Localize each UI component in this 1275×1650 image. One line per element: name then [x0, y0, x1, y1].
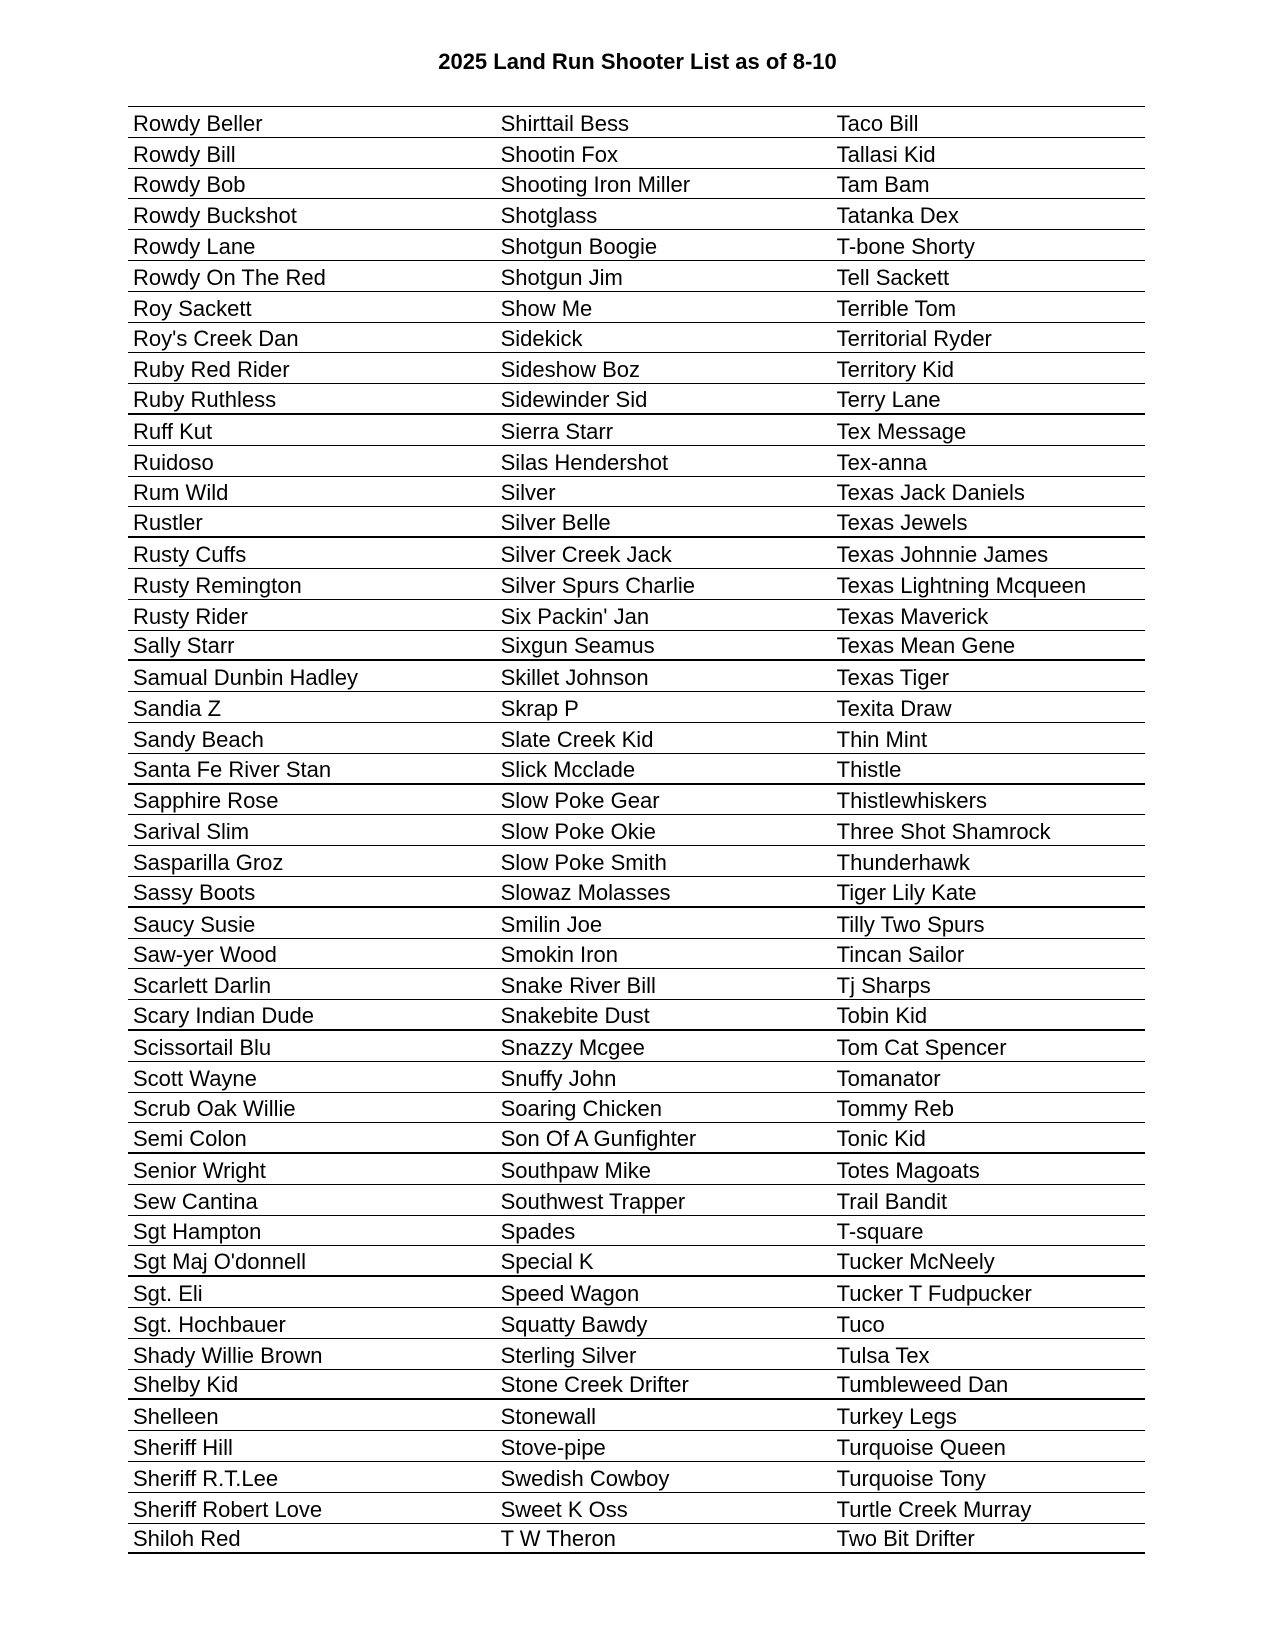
shooter-name-cell: Turquoise Tony: [836, 1466, 986, 1491]
shooter-name-cell: Slow Poke Smith: [500, 850, 667, 875]
shooter-name-cell: Scott Wayne: [133, 1066, 257, 1091]
table-row: [128, 169, 1145, 200]
shooter-name-cell: Tomanator: [836, 1066, 941, 1091]
shooter-name-cell: Texas Lightning Mcqueen: [836, 573, 1087, 598]
shooter-name-cell: Tam Bam: [836, 173, 930, 198]
shooter-name-cell: Tincan Sailor: [836, 943, 965, 968]
shooter-name-cell: Shiloh Red: [133, 1527, 241, 1552]
shooter-name-cell: Sterling Silver: [500, 1343, 637, 1368]
shooter-name-cell: Ruidoso: [133, 450, 214, 475]
table-row: [128, 384, 1145, 415]
table-row: [128, 631, 1145, 662]
shooter-name-cell: Sally Starr: [133, 634, 235, 659]
shooter-name-cell: Tonic Kid: [836, 1127, 926, 1152]
shooter-name-cell: Sarival Slim: [133, 820, 250, 845]
table-row: [128, 1339, 1145, 1370]
table-row: [128, 446, 1145, 477]
shooter-name-cell: Texas Maverick: [836, 604, 989, 629]
table-row: [128, 1524, 1145, 1555]
shooter-name-cell: Special K: [500, 1250, 594, 1275]
shooter-name-cell: Slow Poke Gear: [500, 789, 660, 814]
shooter-name-cell: Silas Hendershot: [500, 450, 669, 475]
table-row: [128, 939, 1145, 970]
shooter-name-cell: Totes Magoats: [836, 1158, 980, 1183]
shooter-name-cell: Sgt. Eli: [133, 1282, 203, 1307]
table-row: [128, 692, 1145, 723]
table-row: [128, 600, 1145, 631]
table-row: [128, 107, 1145, 138]
table-row: [128, 1031, 1145, 1062]
table-row: [128, 1462, 1145, 1493]
shooter-name-cell: Santa Fe River Stan: [133, 757, 332, 782]
shooter-name-cell: Smokin Iron: [500, 943, 618, 968]
shooter-name-cell: Swedish Cowboy: [500, 1466, 670, 1491]
shooter-name-cell: Slow Poke Okie: [500, 820, 656, 845]
table-row: [128, 785, 1145, 816]
shooter-name-cell: Slick Mcclade: [500, 757, 636, 782]
shooter-name-cell: Territorial Ryder: [836, 327, 992, 352]
shooter-name-cell: Shirttail Bess: [500, 111, 629, 136]
shooter-name-cell: Roy's Creek Dan: [133, 327, 299, 352]
shooter-name-cell: Sandia Z: [133, 696, 222, 721]
shooter-name-cell: Tulsa Tex: [836, 1343, 930, 1368]
shooter-name-cell: Shotglass: [500, 204, 598, 229]
shooter-name-cell: Sgt Maj O'donnell: [133, 1250, 306, 1275]
shooter-name-cell: Rowdy Buckshot: [133, 204, 297, 229]
shooter-name-cell: Squatty Bawdy: [500, 1312, 648, 1337]
shooter-name-cell: Texas Jack Daniels: [836, 481, 1025, 506]
table-row: [128, 908, 1145, 939]
shooter-name-cell: Speed Wagon: [500, 1282, 640, 1307]
shooter-name-cell: Son Of A Gunfighter: [500, 1127, 697, 1152]
shooter-name-cell: Rowdy Lane: [133, 234, 256, 259]
shooter-name-cell: Sew Cantina: [133, 1189, 258, 1214]
shooter-name-cell: Rum Wild: [133, 481, 229, 506]
table-row: [128, 323, 1145, 354]
table-row: [128, 1154, 1145, 1185]
table-row: [128, 1493, 1145, 1524]
table-row: [128, 1185, 1145, 1216]
shooter-name-cell: Semi Colon: [133, 1127, 247, 1152]
shooter-name-cell: Sheriff Hill: [133, 1436, 233, 1461]
shooter-name-cell: Tumbleweed Dan: [836, 1373, 1009, 1398]
shooter-name-cell: Samual Dunbin Hadley: [133, 666, 359, 691]
shooter-name-cell: Spades: [500, 1220, 576, 1245]
shooter-name-cell: Skrap P: [500, 696, 579, 721]
table-row: [128, 1277, 1145, 1308]
shooter-name-cell: Tiger Lily Kate: [836, 880, 977, 905]
shooter-name-cell: Terry Lane: [836, 387, 941, 412]
shooter-name-cell: Two Bit Drifter: [836, 1527, 975, 1552]
table-row: [128, 292, 1145, 323]
shooter-name-cell: Sgt Hampton: [133, 1220, 262, 1245]
table-row: [128, 477, 1145, 508]
table-row: [128, 1062, 1145, 1093]
table-row: [128, 1370, 1145, 1401]
shooter-name-cell: Texita Draw: [836, 696, 952, 721]
shooter-name-cell: Scrub Oak Willie: [133, 1097, 296, 1122]
table-row: [128, 538, 1145, 569]
shooter-name-cell: Silver Spurs Charlie: [500, 573, 695, 598]
shooter-name-cell: Trail Bandit: [836, 1189, 948, 1214]
table-row: [128, 1216, 1145, 1247]
shooter-name-cell: Stonewall: [500, 1405, 596, 1430]
shooter-name-cell: Soaring Chicken: [500, 1097, 663, 1122]
shooter-name-cell: Tex-anna: [836, 450, 928, 475]
shooter-name-cell: Shotgun Boogie: [500, 234, 658, 259]
shooter-name-cell: Scary Indian Dude: [133, 1003, 314, 1028]
shooter-name-cell: Sassy Boots: [133, 880, 256, 905]
shooter-name-cell: Turkey Legs: [836, 1405, 957, 1430]
shooter-name-cell: Sapphire Rose: [133, 789, 279, 814]
shooter-name-cell: Sidewinder Sid: [500, 387, 648, 412]
shooter-name-cell: Sixgun Seamus: [500, 634, 655, 659]
table-row: [128, 138, 1145, 169]
shooter-name-cell: Roy Sackett: [133, 296, 252, 321]
shooter-name-cell: Terrible Tom: [836, 296, 957, 321]
shooter-name-cell: Sasparilla Groz: [133, 850, 284, 875]
shooter-name-cell: Territory Kid: [836, 358, 954, 383]
shooter-name-cell: Scissortail Blu: [133, 1035, 272, 1060]
shooter-name-cell: Tom Cat Spencer: [836, 1035, 1007, 1060]
shooter-name-cell: Tilly Two Spurs: [836, 912, 985, 937]
table-row: [128, 969, 1145, 1000]
shooter-name-cell: Tallasi Kid: [836, 142, 936, 167]
table-row: [128, 1000, 1145, 1031]
table-row: [128, 1431, 1145, 1462]
shooter-name-cell: Stone Creek Drifter: [500, 1373, 689, 1398]
shooter-name-cell: Texas Jewels: [836, 511, 968, 536]
shooter-name-cell: Shelby Kid: [133, 1373, 239, 1398]
shooter-name-cell: Snuffy John: [500, 1066, 617, 1091]
shooter-name-cell: Ruby Red Rider: [133, 358, 290, 383]
shooter-name-cell: Three Shot Shamrock: [836, 820, 1051, 845]
shooter-name-cell: Senior Wright: [133, 1158, 266, 1183]
table-row: [128, 415, 1145, 446]
table-row: [128, 1400, 1145, 1431]
shooter-name-cell: Skillet Johnson: [500, 666, 649, 691]
shooter-name-cell: Tobin Kid: [836, 1003, 928, 1028]
shooter-name-cell: Sidekick: [500, 327, 583, 352]
shooter-name-cell: Shootin Fox: [500, 142, 618, 167]
table-row: [128, 877, 1145, 908]
shooter-name-cell: Smilin Joe: [500, 912, 603, 937]
shooter-name-cell: Tucker McNeely: [836, 1250, 995, 1275]
shooter-name-cell: Saucy Susie: [133, 912, 256, 937]
table-row: [128, 199, 1145, 230]
shooter-name-cell: Stove-pipe: [500, 1436, 606, 1461]
table-row: [128, 1093, 1145, 1124]
shooter-name-cell: Sheriff Robert Love: [133, 1497, 323, 1522]
shooter-name-cell: Sideshow Boz: [500, 358, 640, 383]
table-row: [128, 353, 1145, 384]
table-row: [128, 815, 1145, 846]
shooter-name-cell: Tex Message: [836, 419, 967, 444]
table-row: [128, 569, 1145, 600]
shooter-name-cell: Tj Sharps: [836, 974, 931, 999]
shooter-name-cell: Sgt. Hochbauer: [133, 1312, 286, 1337]
shooter-name-cell: Rowdy On The Red: [133, 265, 326, 290]
shooter-name-cell: Taco Bill: [836, 111, 919, 136]
shooter-name-cell: T-bone Shorty: [836, 234, 975, 259]
shooter-name-cell: Tuco: [836, 1312, 885, 1337]
shooter-name-cell: Tatanka Dex: [836, 204, 959, 229]
shooter-name-cell: Ruff Kut: [133, 419, 213, 444]
shooter-name-cell: Snake River Bill: [500, 974, 656, 999]
shooter-name-cell: Snazzy Mcgee: [500, 1035, 645, 1060]
shooter-name-cell: Saw-yer Wood: [133, 943, 277, 968]
shooter-name-cell: T-square: [836, 1220, 924, 1245]
shooter-name-cell: Turquoise Queen: [836, 1436, 1006, 1461]
shooter-name-cell: Thunderhawk: [836, 850, 970, 875]
table-row: [128, 507, 1145, 538]
shooter-name-cell: Texas Johnnie James: [836, 542, 1049, 567]
shooter-name-cell: Shooting Iron Miller: [500, 173, 691, 198]
table-row: [128, 261, 1145, 292]
shooter-name-cell: Southpaw Mike: [500, 1158, 651, 1183]
shooter-name-cell: Tucker T Fudpucker: [836, 1282, 1032, 1307]
shooter-name-cell: Tell Sackett: [836, 265, 950, 290]
shooter-name-cell: Sheriff R.T.Lee: [133, 1466, 279, 1491]
shooter-name-cell: T W Theron: [500, 1527, 616, 1552]
shooter-name-cell: Rusty Rider: [133, 604, 248, 629]
shooter-name-cell: Sandy Beach: [133, 727, 264, 752]
shooter-name-cell: Rustler: [133, 511, 203, 536]
table-row: [128, 1123, 1145, 1154]
shooter-name-cell: Tommy Reb: [836, 1097, 954, 1122]
table-row: [128, 230, 1145, 261]
table-row: [128, 754, 1145, 785]
shooter-name-cell: Scarlett Darlin: [133, 974, 272, 999]
shooter-name-cell: Slate Creek Kid: [500, 727, 654, 752]
shooter-name-cell: Show Me: [500, 296, 593, 321]
table-row: [128, 661, 1145, 692]
shooter-name-cell: Rowdy Bill: [133, 142, 236, 167]
table-row: [128, 846, 1145, 877]
shooter-name-cell: Rusty Cuffs: [133, 542, 247, 567]
shooter-name-cell: Southwest Trapper: [500, 1189, 686, 1214]
shooter-name-cell: Snakebite Dust: [500, 1003, 650, 1028]
shooter-name-cell: Shotgun Jim: [500, 265, 623, 290]
shooter-name-cell: Rowdy Bob: [133, 173, 246, 198]
table-row: [128, 1308, 1145, 1339]
shooter-name-cell: Thin Mint: [836, 727, 928, 752]
shooter-name-cell: Sierra Starr: [500, 419, 614, 444]
shooter-name-cell: Texas Mean Gene: [836, 634, 1016, 659]
shooter-name-cell: Texas Tiger: [836, 666, 950, 691]
shooter-name-cell: Shady Willie Brown: [133, 1343, 323, 1368]
table-row: [128, 723, 1145, 754]
shooter-name-cell: Thistlewhiskers: [836, 789, 987, 814]
table-row: [128, 1246, 1145, 1277]
shooter-name-cell: Rusty Remington: [133, 573, 302, 598]
shooter-name-cell: Silver Creek Jack: [500, 542, 672, 567]
shooter-name-cell: Silver Belle: [500, 511, 611, 536]
shooter-list-table: [128, 106, 1145, 1554]
shooter-name-cell: Silver: [500, 481, 556, 506]
shooter-name-cell: Rowdy Beller: [133, 111, 263, 136]
shooter-name-cell: Thistle: [836, 757, 902, 782]
shooter-name-cell: Shelleen: [133, 1405, 219, 1430]
shooter-name-cell: Ruby Ruthless: [133, 387, 277, 412]
shooter-name-cell: Six Packin' Jan: [500, 604, 650, 629]
shooter-name-cell: Slowaz Molasses: [500, 880, 671, 905]
shooter-name-cell: Turtle Creek Murray: [836, 1497, 1032, 1522]
page-title: 2025 Land Run Shooter List as of 8-10: [438, 49, 837, 74]
shooter-name-cell: Sweet K Oss: [500, 1497, 628, 1522]
